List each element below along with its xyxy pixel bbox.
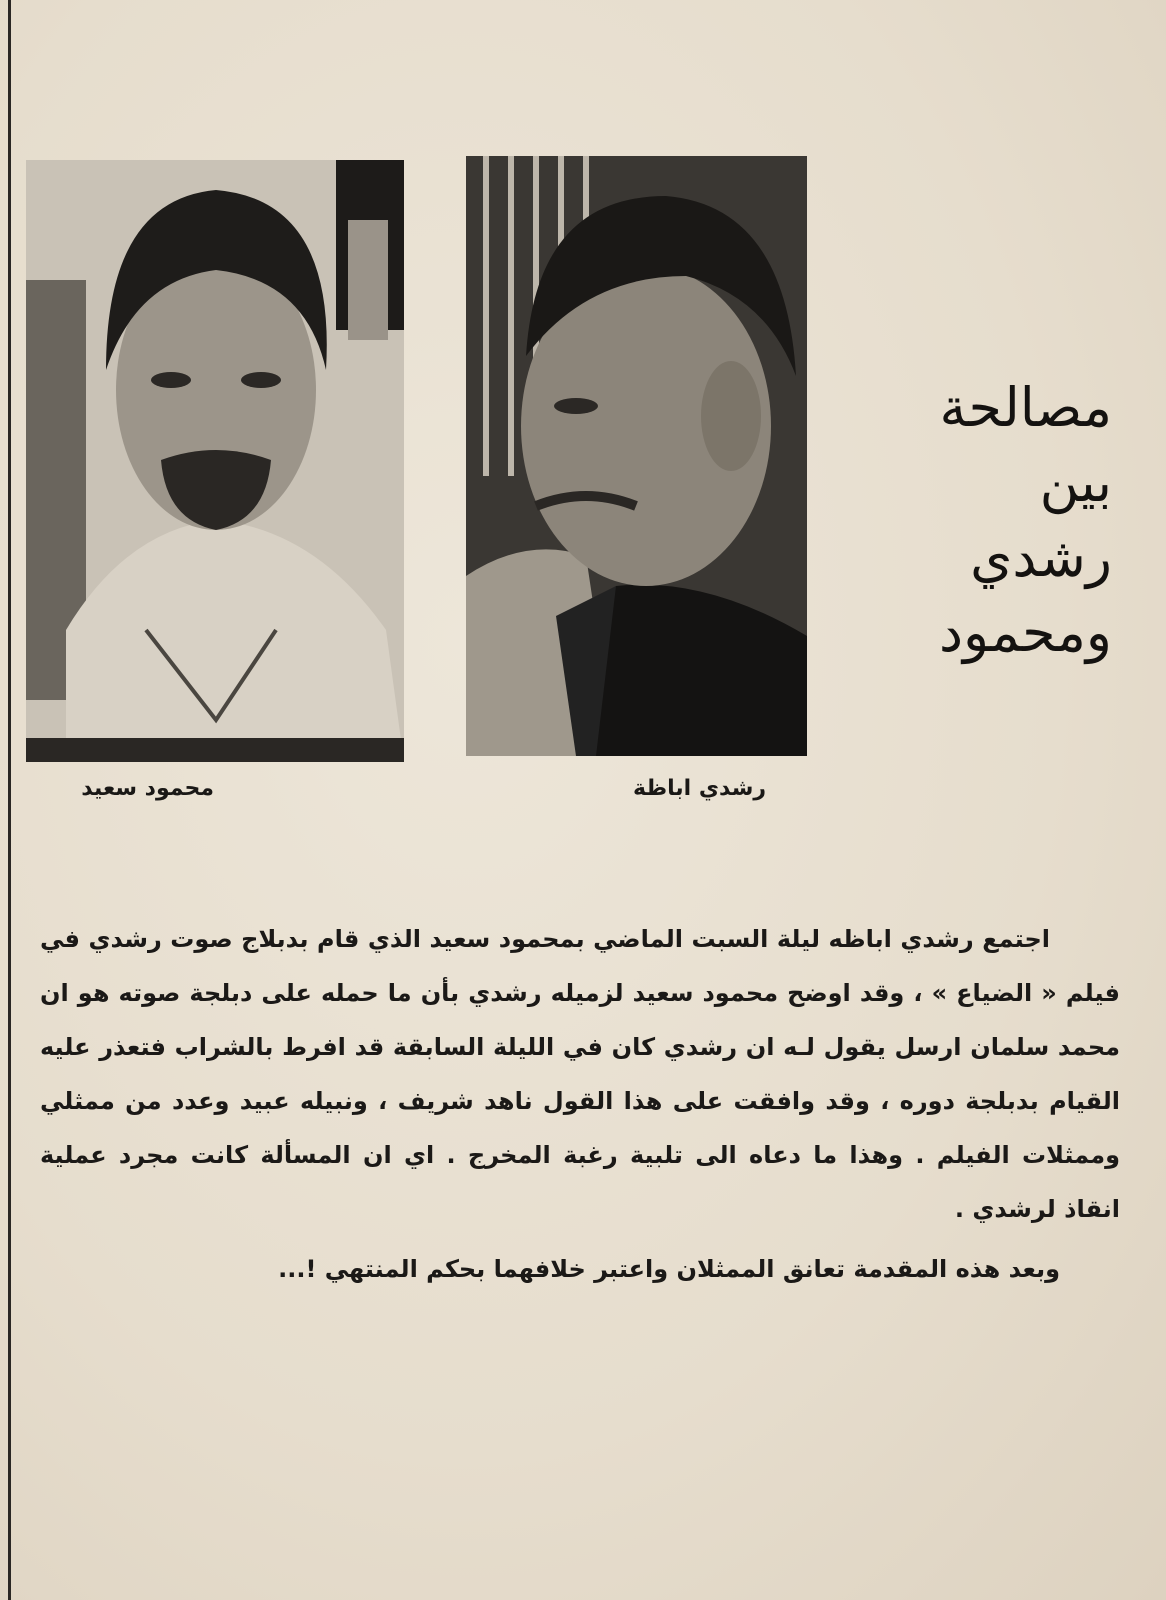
headline-line-2: بين [1039, 451, 1112, 514]
article-body [40, 912, 1120, 1296]
page-edge-rule [8, 0, 11, 1600]
caption-mahmoud-said: محمود سعيد [81, 776, 214, 801]
headline-line-3: رشدي [970, 526, 1112, 589]
article-paragraph-2: وبعد هذه المقدمة تعانق الممثلان واعتبر خلافهما بحكم المنتهي !... [278, 1255, 1060, 1283]
article-paragraph-1: اجتمع رشدي اباظه ليلة السبت الماضي بمحمود سعيد الذي قام بدبلاج صوت رشدي في فيلم « الضياع » ، وقد اوضح محمود سعيد لزميله رشدي بأن ما حمله على دبلجة صوته هو ان محمد سلمان ارسل يقول لـه ان رشدي كان في الليلة السابقة قد افرط بالشراب فتعذر عليه القيام بدبلجة دوره ، وقد وافقت على هذا القول ناهد شريف ، ونبيله عبيد وعدد من ممثلي وممثلات الفيلم . وهذا ما دعاه الى تلبية رغبة المخرج . اي ان المسألة كانت مجرد عملية انقاذ لرشدي . [40, 925, 1120, 1223]
portrait-image [26, 160, 404, 762]
photo-mahmoud-said [26, 160, 404, 762]
caption-rushdy-abaza: رشدي اباظة [633, 776, 766, 801]
headline-line-4: ومحمود [938, 601, 1112, 664]
photo-rushdy-abaza [466, 156, 807, 756]
headline [862, 370, 1112, 670]
headline-line-1: مصالحة [939, 376, 1112, 439]
portrait-image [466, 156, 807, 756]
